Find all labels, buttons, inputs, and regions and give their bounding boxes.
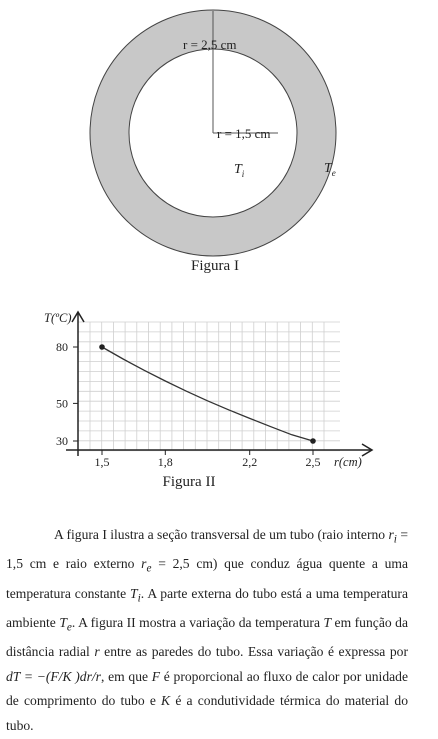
outer-radius-label: r = 2,5 cm [183,37,237,52]
y-tick-label: 80 [56,340,68,354]
x-tick-label: 1,8 [157,455,173,469]
inner-radius-label: r = 1,5 cm [217,126,271,141]
x-tick-label: 2,2 [242,455,258,469]
data-point [310,438,316,444]
x-axis-label: r(cm) [334,455,362,469]
figure-1-diagram [0,0,438,262]
y-axis-label: T(ºC) [44,311,72,325]
outer-temp-label: $T_e$ [324,161,336,178]
inner-temp-label: $T_i$ [234,162,245,179]
data-point [99,344,105,350]
figure-2-chart [0,300,438,476]
x-tick-label: 1,5 [94,455,110,469]
problem-statement [6,523,408,739]
figure-2-caption: Figura II [162,474,216,490]
y-tick-label: 50 [56,396,68,411]
temperature-curve [102,347,313,441]
problem-paragraph: A figura I ilustra a seção transversal de um tubo (raio interno $r_i = 1,5$ cm e raio externo $r_e = 2,5$ cm) que conduz água quente a uma temperatura constante $T_i$. A parte externa do tubo está a uma temperatura ambiente $T_e$. A figura II mostra a variação da temperatura T em função da distância radial r entre as paredes do tubo. Essa variação é expressa por dT = −(F/K )dr/r, em que F é proporcional ao fluxo de calor por unidade de comprimento do tubo e K é a condutividade térmica do material do tubo. [6,527,409,734]
chart-grid [78,322,340,451]
y-tick-label: 30 [56,434,68,448]
x-tick-label: 2,5 [305,455,321,469]
figure-1-caption: Figura I [191,258,239,274]
